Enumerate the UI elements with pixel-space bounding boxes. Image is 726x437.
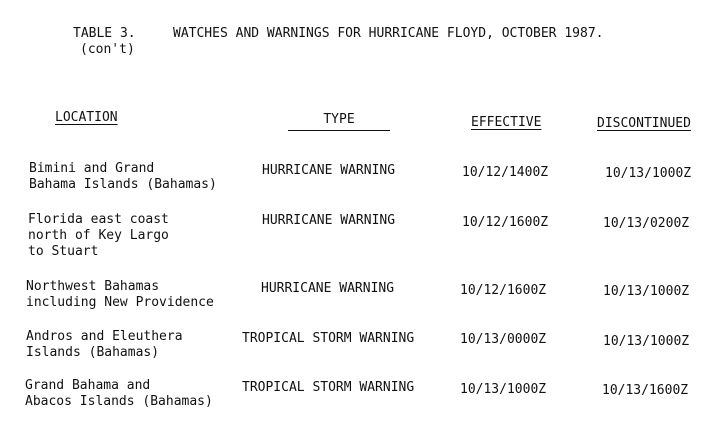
row-2-type: HURRICANE WARNING	[262, 213, 396, 228]
row-2-effective: 10/12/1600Z	[462, 215, 549, 230]
row-5-discontinued: 10/13/1600Z	[602, 383, 689, 398]
row-1-effective: 10/12/1400Z	[462, 165, 549, 180]
row-3-type: HURRICANE WARNING	[261, 281, 395, 296]
row-3-discontinued: 10/13/1000Z	[603, 284, 690, 299]
row-3-effective: 10/12/1600Z	[460, 283, 547, 298]
header-discontinued: DISCONTINUED	[597, 116, 691, 131]
header-location: LOCATION	[55, 110, 118, 125]
row-5-type: TROPICAL STORM WARNING	[242, 380, 415, 395]
row-4-effective: 10/13/0000Z	[460, 332, 547, 347]
row-1-type: HURRICANE WARNING	[262, 163, 396, 178]
header-type-label: TYPE	[323, 112, 355, 127]
row-2-location: Florida east coast north of Key Largo to Stuart	[28, 212, 169, 259]
row-3-location: Northwest Bahamas including New Providence	[26, 279, 214, 310]
row-4-discontinued: 10/13/1000Z	[603, 334, 690, 349]
table-label: TABLE 3.	[73, 26, 136, 41]
header-type	[288, 112, 390, 131]
row-5-effective: 10/13/1000Z	[460, 382, 547, 397]
table-title: WATCHES AND WARNINGS FOR HURRICANE FLOYD, OCTOBER 1987.	[173, 26, 604, 41]
row-4-type: TROPICAL STORM WARNING	[242, 331, 415, 346]
table-continued-note: (con't)	[80, 42, 135, 57]
row-5-location: Grand Bahama and Abacos Islands (Bahamas)	[25, 378, 213, 409]
row-1-discontinued: 10/13/1000Z	[605, 166, 692, 181]
header-effective: EFFECTIVE	[471, 115, 542, 130]
row-2-discontinued: 10/13/0200Z	[603, 216, 690, 231]
row-4-location: Andros and Eleuthera Islands (Bahamas)	[26, 329, 183, 360]
row-1-location: Bimini and Grand Bahama Islands (Bahamas)	[29, 161, 217, 192]
